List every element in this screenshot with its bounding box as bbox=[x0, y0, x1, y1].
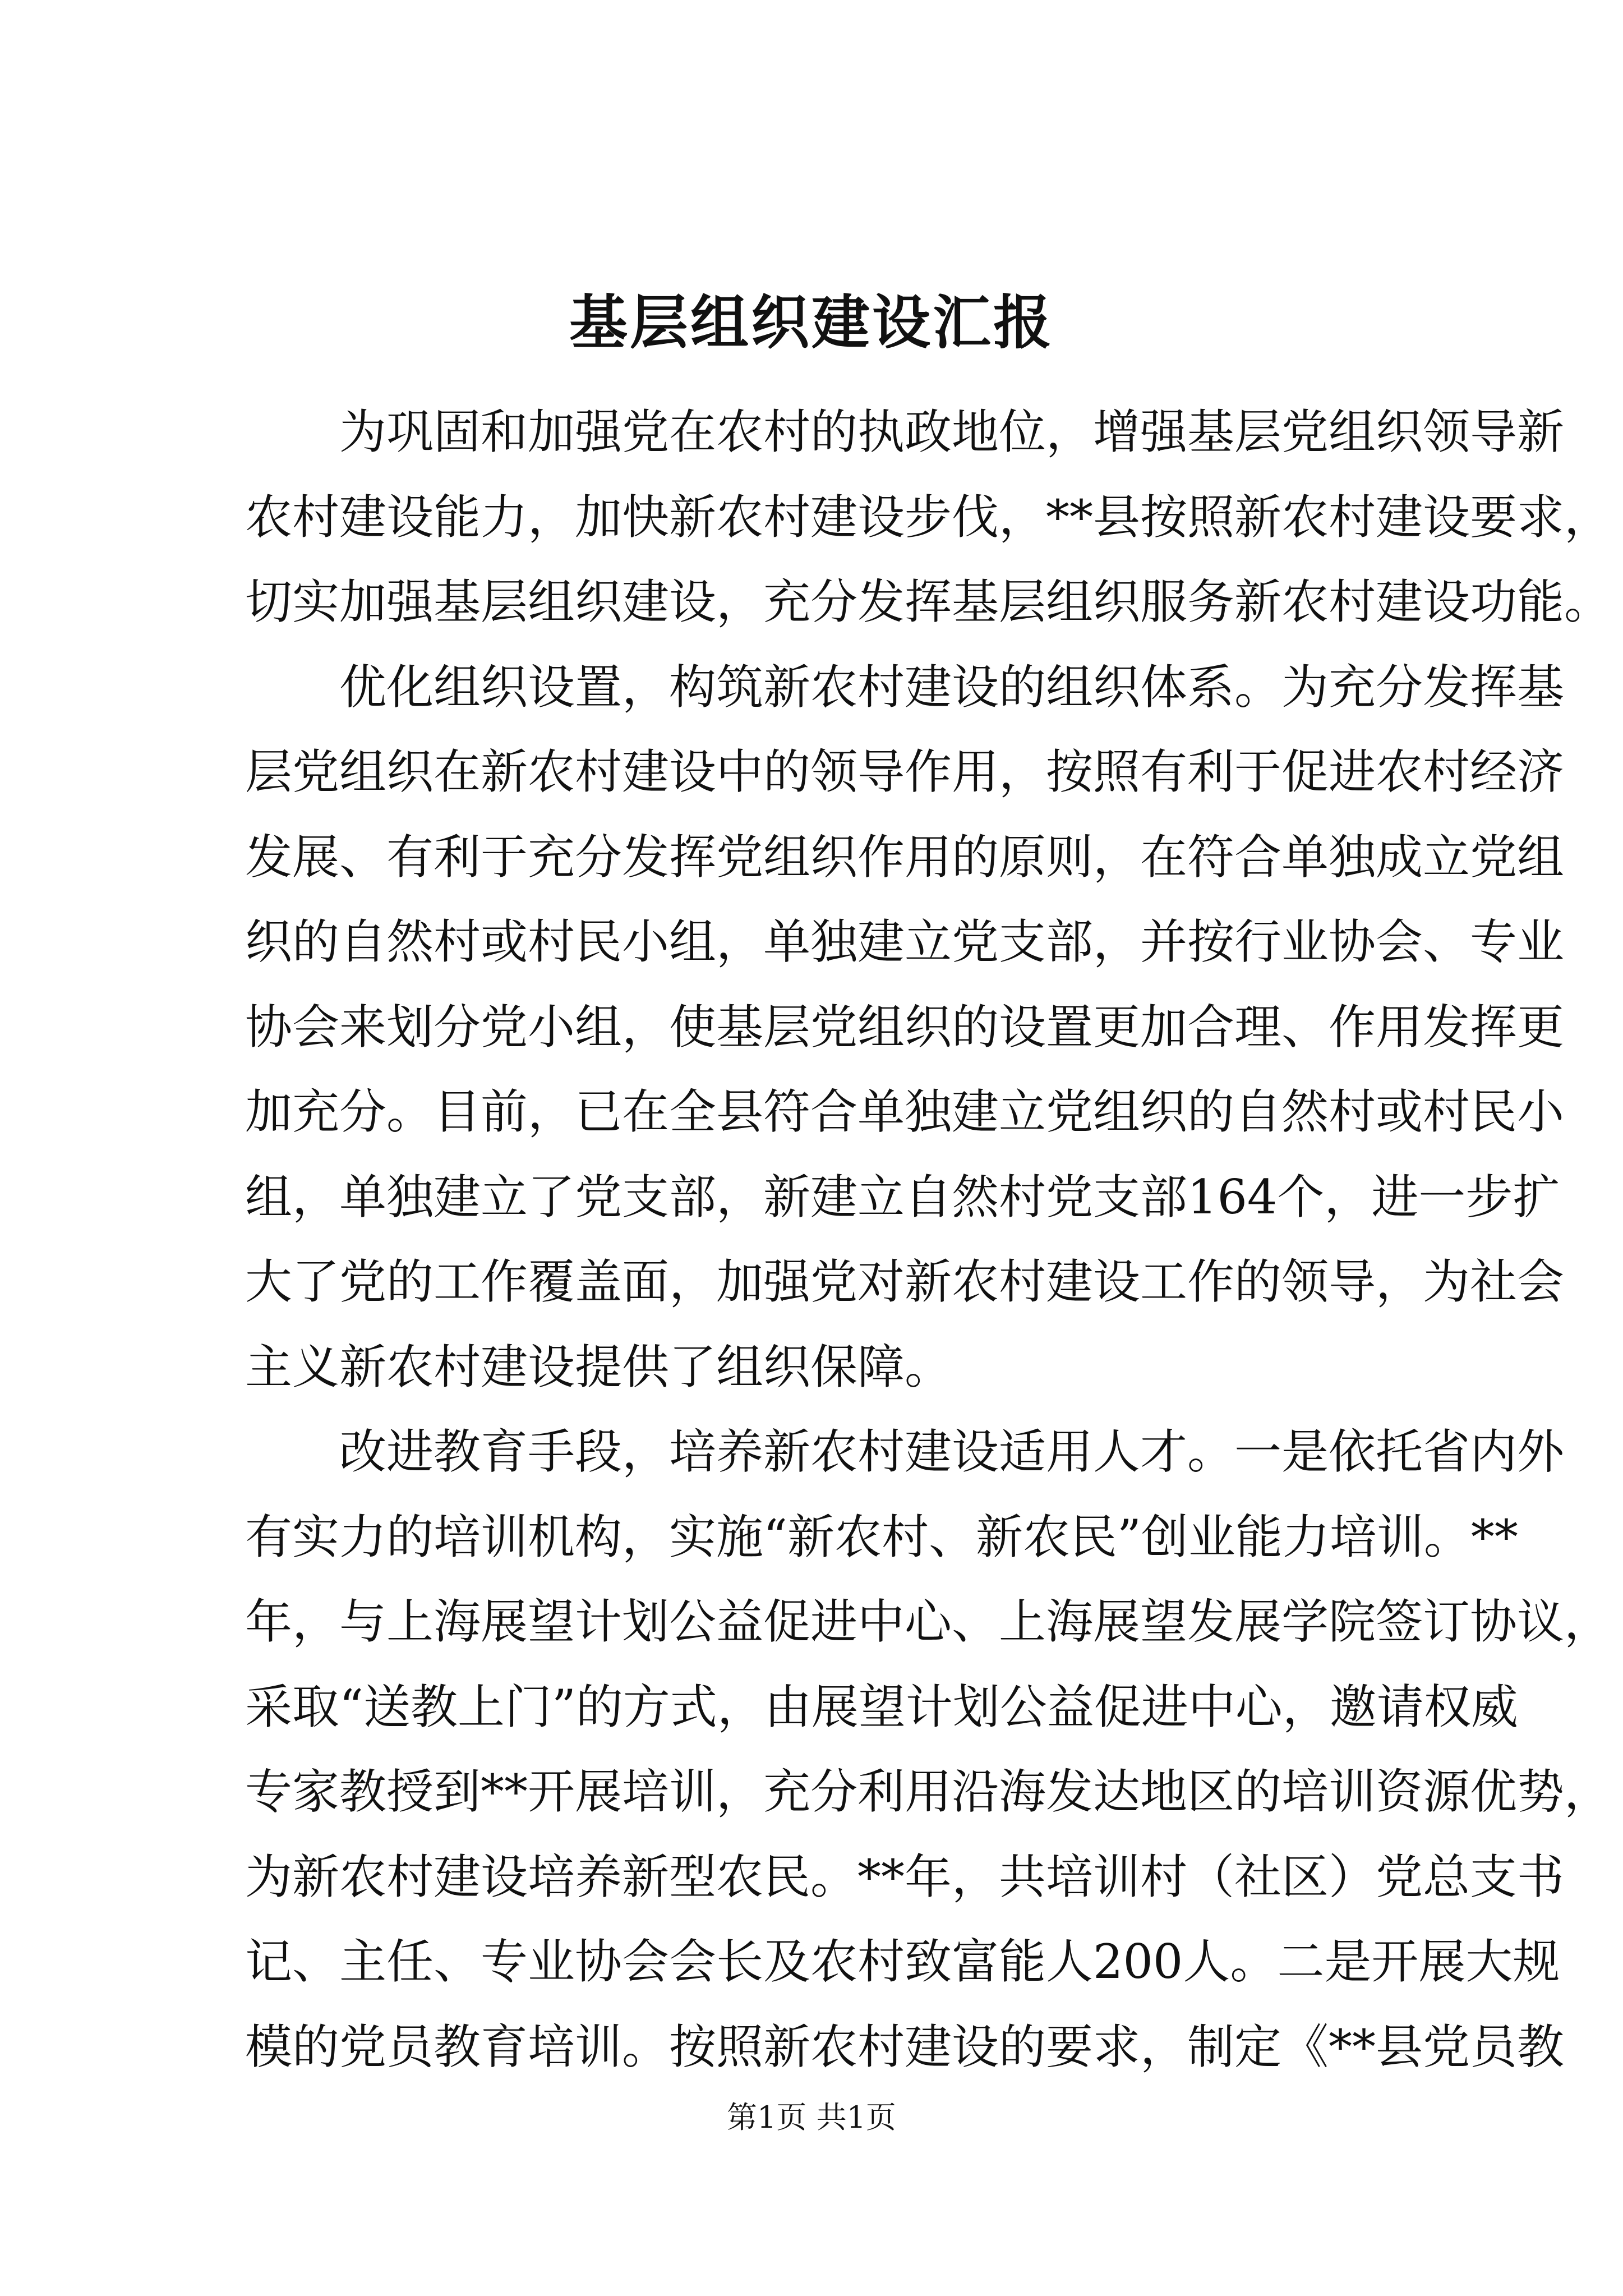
document-title: 基层组织建设汇报 bbox=[569, 288, 1054, 357]
paragraph-2-line-2: 层党组织在新农村建设中的领导作用，按照有利于促进农村经济 bbox=[245, 744, 1565, 799]
paragraph-3-line-5: 专家教授到**开展培训，充分利用沿海发达地区的培训资源优势， bbox=[245, 1764, 1612, 1819]
paragraph-2-line-1: 优化组织设置，构筑新农村建设的组织体系。为充分发挥基 bbox=[339, 659, 1565, 715]
paragraph-1-line-2: 农村建设能力，加快新农村建设步伐，**县按照新农村建设要求， bbox=[245, 489, 1612, 545]
document-body bbox=[245, 390, 1612, 2090]
paragraph-3-line-2: 有实力的培训机构，实施“新农村、新农民”创业能力培训。** bbox=[245, 1509, 1518, 1565]
paragraph-1-line-3: 切实加强基层组织建设，充分发挥基层组织服务新农村建设功能。 bbox=[245, 574, 1612, 629]
page-footer: 第1页 共1页 bbox=[727, 2100, 896, 2135]
paragraph-2-line-9: 主义新农村建设提供了组织保障。 bbox=[245, 1339, 952, 1395]
paragraph-2-line-5: 协会来划分党小组，使基层党组织的设置更加合理、作用发挥更 bbox=[245, 999, 1565, 1055]
paragraph-3-line-3: 年，与上海展望计划公益促进中心、上海展望发展学院签订协议， bbox=[245, 1594, 1612, 1649]
paragraph-3-line-1: 改进教育手段，培养新农村建设适用人才。一是依托省内外 bbox=[339, 1424, 1565, 1479]
paragraph-3-line-6: 为新农村建设培养新型农民。**年，共培训村（社区）党总支书 bbox=[245, 1849, 1565, 1904]
paragraph-2-line-4: 织的自然村或村民小组，单独建立党支部，并按行业协会、专业 bbox=[245, 914, 1565, 969]
paragraph-2-line-8: 大了党的工作覆盖面，加强党对新农村建设工作的领导，为社会 bbox=[245, 1254, 1565, 1309]
paragraph-2-line-3: 发展、有利于充分发挥党组织作用的原则，在符合单独成立党组 bbox=[245, 829, 1565, 885]
paragraph-3-line-7: 记、主任、专业协会会长及农村致富能人200人。二是开展大规 bbox=[245, 1934, 1560, 1989]
paragraph-3-line-4: 采取“送教上门”的方式，由展望计划公益促进中心，邀请权威 bbox=[245, 1679, 1518, 1734]
paragraph-2-line-6: 加充分。目前，已在全县符合单独建立党组织的自然村或村民小 bbox=[245, 1084, 1565, 1139]
paragraph-2-line-7: 组，单独建立了党支部，新建立自然村党支部164个，进一步扩 bbox=[245, 1169, 1560, 1225]
paragraph-3-line-8: 模的党员教育培训。按照新农村建设的要求，制定《**县党员教 bbox=[245, 2019, 1565, 2074]
paragraph-1-line-1: 为巩固和加强党在农村的执政地位，增强基层党组织领导新 bbox=[339, 404, 1565, 459]
